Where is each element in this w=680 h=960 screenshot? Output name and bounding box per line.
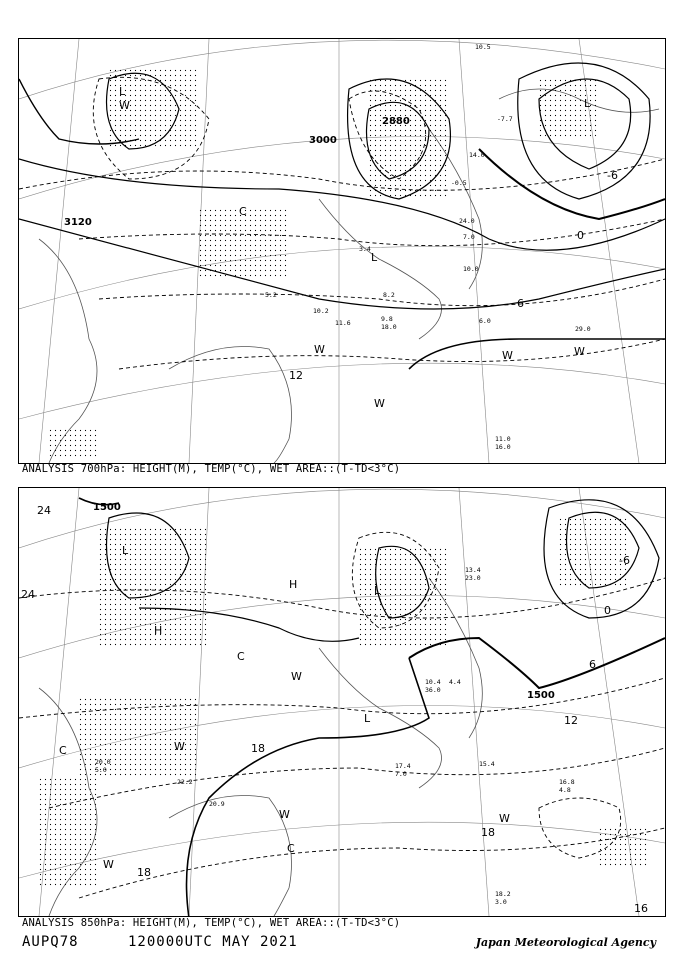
system-label: W [291, 670, 302, 683]
station-obs: 3.4 [359, 245, 371, 253]
system-label: L [374, 584, 381, 597]
caption-700hpa: ANALYSIS 700hPa: HEIGHT(M), TEMP(°C), WET AREA::(T-TD<3°C) [22, 463, 401, 475]
system-label: H [154, 624, 163, 637]
station-obs: 4.4 [449, 678, 461, 686]
station-obs: 24.0 [459, 217, 475, 225]
system-label: W [174, 740, 185, 753]
caption-850hpa: ANALYSIS 850hPa: HEIGHT(M), TEMP(°C), WET AREA::(T-TD<3°C) [22, 917, 401, 929]
station-obs: 6.0 [479, 317, 491, 325]
bold-contour-1500 [187, 658, 430, 916]
station-obs: 14.0 [469, 151, 485, 159]
system-label: W [574, 345, 585, 358]
system-label: W [499, 812, 510, 825]
height-label-1500: 1500 [527, 690, 555, 701]
station-obs: 13.4 [465, 566, 481, 574]
chart-panel-850hpa [18, 487, 666, 917]
station-obs: 16.0 [495, 443, 511, 451]
temp-label: 18 [251, 742, 265, 755]
station-obs: 7.0 [463, 233, 475, 241]
temp-label: 18 [137, 866, 151, 879]
station-obs: 10.0 [463, 265, 479, 273]
wet-area-stipple [49, 69, 599, 459]
bulletin-id: AUPQ78 [22, 934, 79, 950]
height-label-3120: 3120 [64, 217, 92, 228]
temp-label: -6 [607, 169, 618, 182]
temp-label: 18 [481, 826, 495, 839]
station-obs: 18.0 [381, 323, 397, 331]
system-label: W [279, 808, 290, 821]
station-obs: 15.4 [479, 760, 495, 768]
system-label: H [289, 578, 298, 591]
station-obs: 11.6 [335, 319, 351, 327]
system-label: L [371, 251, 378, 264]
system-label: W [119, 99, 130, 112]
temp-label: 24 [21, 588, 35, 601]
height-label-1500: 1500 [93, 502, 121, 513]
chart-panel-700hpa [18, 38, 666, 464]
station-obs: 20.0 [95, 758, 111, 766]
station-obs: -0.5 [451, 179, 467, 187]
temp-label: 6 [517, 297, 524, 310]
station-obs: 18.2 [495, 890, 511, 898]
station-obs: 10.5 [475, 43, 491, 51]
map-700hpa [19, 39, 665, 463]
system-label: C [287, 842, 295, 855]
bold-contour [409, 339, 665, 369]
system-label: W [103, 858, 114, 871]
system-label: L [584, 97, 591, 110]
station-obs: 7.0 [395, 770, 407, 778]
station-obs: 5.2 [265, 291, 277, 299]
station-obs: 29.0 [575, 325, 591, 333]
system-label: C [237, 650, 245, 663]
height-label-3000: 3000 [309, 135, 337, 146]
station-obs: 17.4 [395, 762, 411, 770]
map-850hpa [19, 488, 665, 916]
station-obs: 11.0 [495, 435, 511, 443]
temp-label: 12 [564, 714, 578, 727]
temp-label: -6 [619, 554, 630, 567]
system-label: L [119, 85, 126, 98]
system-label: W [502, 349, 513, 362]
station-obs: 3.0 [495, 898, 507, 906]
system-label: W [374, 397, 385, 410]
system-label: W [314, 343, 325, 356]
wet-area-stipple [39, 518, 649, 888]
station-obs: -7.7 [497, 115, 513, 123]
temp-label: 12 [289, 369, 303, 382]
system-label: L [364, 712, 371, 725]
station-obs: 23.0 [465, 574, 481, 582]
temp-label: 0 [577, 229, 584, 242]
station-obs: 5.0 [95, 766, 107, 774]
agency-name: Japan Meteorological Agency [475, 936, 656, 949]
station-obs: 16.8 [559, 778, 575, 786]
station-obs: 4.8 [559, 786, 571, 794]
station-obs: 10.4 [425, 678, 441, 686]
temp-label: 0 [604, 604, 611, 617]
station-obs: 20.9 [209, 800, 225, 808]
temp-label: 16 [634, 902, 648, 915]
height-label-2880: 2880 [382, 116, 410, 127]
station-obs: 22.2 [177, 778, 193, 786]
valid-time: 120000UTC MAY 2021 [128, 934, 298, 950]
temp-label: 6 [589, 658, 596, 671]
station-obs: 36.0 [425, 686, 441, 694]
station-obs: 9.8 [381, 315, 393, 323]
system-label: C [239, 205, 247, 218]
station-obs: 8.2 [383, 291, 395, 299]
bold-contour-3000 [479, 149, 665, 219]
system-label: L [122, 544, 129, 557]
temp-label: 24 [37, 504, 51, 517]
system-label: C [59, 744, 67, 757]
station-obs: 10.2 [313, 307, 329, 315]
